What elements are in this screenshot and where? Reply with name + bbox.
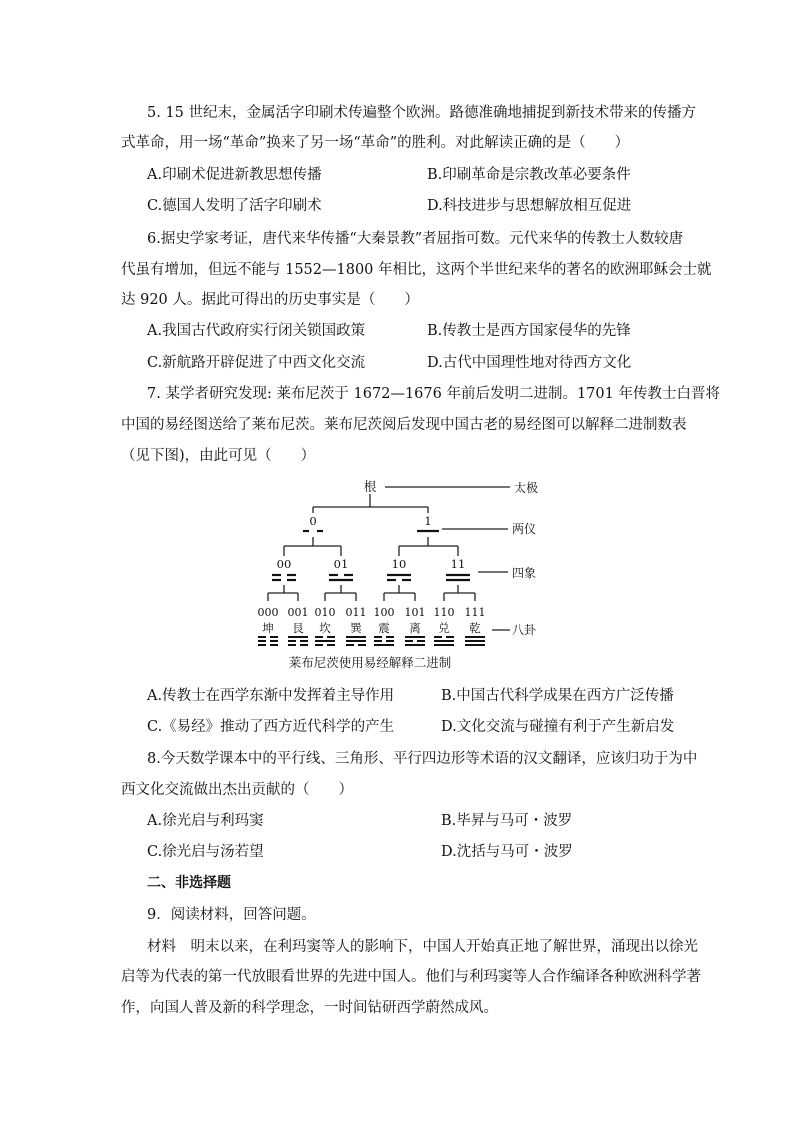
- bagua-name-2: 坎: [319, 621, 331, 635]
- bagua-code-001: 001: [287, 606, 309, 619]
- diagram-sixiang-10: 10: [391, 557, 407, 571]
- bagua-code-011: 011: [345, 606, 367, 619]
- bagua-name-7: 乾: [469, 621, 481, 635]
- q8-option-c: C.徐光启与汤若望: [147, 844, 264, 860]
- section2-title: 二、非选择题: [147, 875, 231, 891]
- diagram-level-sixiang: 四象: [511, 566, 537, 580]
- q5-option-a: A.印刷术促进新教思想传播: [147, 167, 322, 183]
- q7-option-b: B.中国古代科学成果在西方广泛传播: [441, 688, 674, 704]
- q6-stem-line1: 6.据史学家考证，唐代来华传播“大秦景教”者屈指可数。元代来华的传教士人数较唐: [147, 231, 684, 247]
- diagram-sixiang-00: 00: [276, 557, 292, 571]
- q8-option-d: D.沈括与马可・波罗: [441, 844, 573, 860]
- q8-stem-line2: 西文化交流做出杰出贡献的（ ）: [121, 782, 353, 798]
- q6-option-d: D.古代中国理性地对待西方文化: [427, 355, 632, 371]
- diagram-sixiang-01: 01: [333, 557, 349, 571]
- trigram-symbol-111: [465, 637, 485, 645]
- diagram-level-liangyi: 两仪: [511, 522, 537, 536]
- q5-option-b: B.印刷革命是宗教改革必要条件: [427, 167, 631, 183]
- bagua-code-101: 101: [404, 606, 426, 619]
- q5-stem-line1: 5. 15 世纪末，金属活字印刷术传遍整个欧洲。路德准确地捕捉到新技术带来的传播方: [147, 105, 697, 121]
- bagua-name-3: 巽: [350, 621, 362, 635]
- q5-stem-line2: 式革命，用一场“革命”换来了另一场“革命”的胜利。对此解读正确的是（ ）: [121, 135, 630, 151]
- q7-option-c: C.《易经》推动了西方近代科学的产生: [147, 719, 395, 735]
- q8-option-a: A.徐光启与利玛窦: [147, 813, 264, 829]
- trigram-symbol-011: [346, 637, 366, 645]
- binary-iching-diagram: [240, 472, 560, 672]
- bagua-code-000: 000: [257, 606, 279, 619]
- q6-stem-line2: 代虽有增加，但远不能与 1552—1800 年相比，这两个半世纪来华的著名的欧洲耶稣会士就: [121, 262, 712, 278]
- q9-material-line2: 启等为代表的第一代放眼看世界的先进中国人。他们与利玛窦等人合作编译各种欧洲科学著: [121, 969, 701, 985]
- trigram-symbol-001: [288, 637, 308, 645]
- diagram-caption: 莱布尼茨使用易经解释二进制: [288, 655, 452, 670]
- q8-stem-line1: 8.今天数学课本中的平行线、三角形、平行四边形等术语的汉文翻译，应该归功于为中: [147, 751, 698, 767]
- q9-stem: 9．阅读材料，回答问题。: [147, 907, 316, 923]
- q7-option-a: A.传教士在西学东渐中发挥着主导作用: [147, 688, 395, 704]
- q7-stem-line3: （见下图)，由此可见（ ）: [121, 448, 316, 464]
- diagram-sixiang-11: 11: [450, 557, 466, 571]
- trigram-symbol-010: [315, 637, 335, 645]
- bagua-code-100: 100: [373, 606, 395, 619]
- q9-material-line3: 作，向国人普及新的科学理念，一时间钻研西学蔚然成风。: [121, 1000, 498, 1016]
- bagua-code-111: 111: [464, 606, 486, 619]
- q7-option-d: D.文化交流与碰撞有利于产生新启发: [441, 719, 675, 735]
- trigram-symbol-110: [434, 637, 454, 645]
- q6-option-b: B.传教士是西方国家侵华的先锋: [427, 323, 631, 339]
- diagram-level-bagua: 八卦: [511, 623, 537, 637]
- bagua-code-010: 010: [314, 606, 336, 619]
- trigram-symbol-000: [258, 637, 278, 645]
- trigram-symbol-101: [405, 637, 425, 645]
- bagua-name-1: 艮: [292, 621, 304, 635]
- trigram-symbol-100: [374, 637, 394, 645]
- q7-stem-line2: 中国的易经图送给了莱布尼茨。莱布尼茨阅后发现中国古老的易经图可以解释二进制数表: [121, 417, 687, 433]
- q5-option-c: C.德国人发明了活字印刷术: [147, 198, 322, 214]
- bagua-name-6: 兑: [438, 621, 450, 635]
- q9-material-line1: 材料 明末以来，在利玛窦等人的影响下，中国人开始真正地了解世界，涌现出以徐光: [147, 939, 698, 955]
- q6-stem-line3: 达 920 人。据此可得出的历史事实是（ ）: [121, 292, 419, 308]
- q5-option-d: D.科技进步与思想解放相互促进: [427, 198, 632, 214]
- q6-option-c: C.新航路开辟促进了中西文化交流: [147, 355, 366, 371]
- q6-option-a: A.我国古代政府实行闭关锁国政策: [147, 323, 366, 339]
- diagram-liangyi-0: 0: [309, 514, 317, 528]
- diagram-liangyi-1: 1: [424, 514, 432, 528]
- bagua-code-110: 110: [433, 606, 455, 619]
- diagram-level-taiji: 太极: [513, 481, 539, 495]
- q7-stem-line1: 7. 某学者研究发现: 莱布尼茨于 1672—1676 年前后发明二进制。1701 年传教士白晋将: [147, 386, 720, 402]
- bagua-name-5: 离: [409, 621, 421, 635]
- q8-option-b: B.毕昇与马可・波罗: [441, 813, 573, 829]
- bagua-name-4: 震: [378, 621, 390, 635]
- bagua-name-0: 坤: [262, 621, 274, 635]
- diagram-root-label: 根: [363, 479, 377, 494]
